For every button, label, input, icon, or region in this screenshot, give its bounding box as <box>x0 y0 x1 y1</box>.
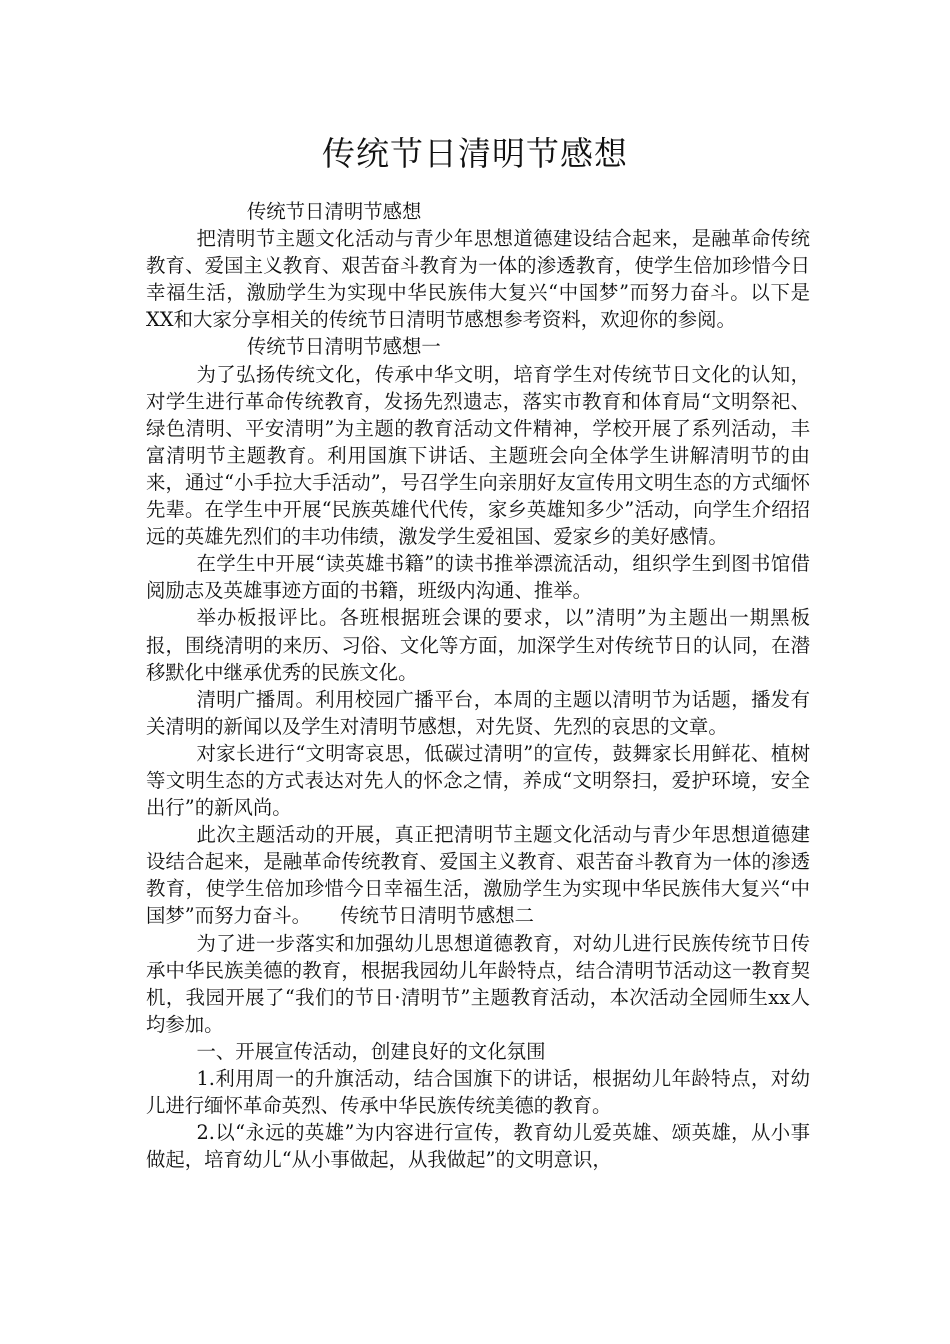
paragraph: 2.以“永远的英雄”为内容进行宣传，教育幼儿爱英雄、颂英雄，从小事做起，培育幼儿“从小事做起，从我做起”的文明意识， <box>146 1121 810 1172</box>
paragraph: 为了进一步落实和加强幼儿思想道德教育，对幼儿进行民族传统节日传承中华民族美德的教育，根据我园幼儿年龄特点，结合清明节活动这一教育契机，我园开展了“我们的节日·清明节”主题教育活动，本次活动全园师生xx人均参加。 <box>146 931 810 1036</box>
paragraph: 清明广播周。利用校园广播平台，本周的主题以清明节为话题，播发有关清明的新闻以及学生对清明节感想，对先贤、先烈的哀思的文章。 <box>146 687 810 738</box>
section-subheading: 传统节日清明节感想一 <box>246 335 441 359</box>
paragraph: 对家长进行“文明寄哀思，低碳过清明”的宣传，鼓舞家长用鲜花、植树等文明生态的方式表达对先人的怀念之情，养成“文明祭扫，爱护环境，安全出行”的新风尚。 <box>146 741 810 820</box>
paragraph: 1.利用周一的升旗活动，结合国旗下的讲话，根据幼儿年龄特点，对幼儿进行缅怀革命英烈、传承中华民族传统美德的教育。 <box>146 1067 810 1118</box>
paragraph: 举办板报评比。各班根据班会课的要求，以”清明”为主题出一期黑板报，围绕清明的来历、习俗、文化等方面，加深学生对传统节日的认同，在潜移默化中继承优秀的民族文化。 <box>146 606 810 684</box>
document-body <box>146 198 810 1173</box>
paragraph: 此次主题活动的开展，真正把清明节主题文化活动与青少年思想道德建设结合起来，是融革命传统教育、爱国主义教育、艰苦奋斗教育为一体的渗透教育，使学生倍加珍惜今日幸福生活，激励学生为实现中华民族伟大复兴“中国梦”而努力奋斗。 传统节日清明节感想二 <box>146 823 810 928</box>
paragraph: 一、开展宣传活动，创建良好的文化氛围 <box>196 1039 546 1063</box>
section-subheading: 传统节日清明节感想 <box>246 200 422 223</box>
paragraph: 为了弘扬传统文化，传承中华文明，培育学生对传统节日文化的认知，对学生进行革命传统教育，发扬先烈遗志，落实市教育和体育局“文明祭祀、绿色清明、平安清明”为主题的教育活动文件精神，学校开展了系列活动，丰富清明节主题教育。利用国旗下讲话、主题班会向全体学生讲解清明节的由来，通过“小手拉大手活动”，号召学生向亲朋好友宣传用文明生态的方式缅怀先辈。在学生中开展“民族英雄代代传，家乡英雄知多少”活动，向学生介绍招远的英雄先烈们的丰功伟绩，激发学生爱祖国、爱家乡的美好感情。 <box>146 362 810 549</box>
paragraph: 在学生中开展“读英雄书籍”的读书推举漂流活动，组织学生到图书馆借阅励志及英雄事迹方面的书籍，班级内沟通、推举。 <box>146 552 810 603</box>
paragraph: 把清明节主题文化活动与青少年思想道德建设结合起来，是融革命传统教育、爱国主义教育、艰苦奋斗教育为一体的渗透教育，使学生倍加珍惜今日幸福生活，激励学生为实现中华民族伟大复兴“中国梦”而努力奋斗。以下是XX和大家分享相关的传统节日清明节感想参考资料，欢迎你的参阅。 <box>146 227 810 332</box>
document-title: 传统节日清明节感想 <box>322 134 628 173</box>
